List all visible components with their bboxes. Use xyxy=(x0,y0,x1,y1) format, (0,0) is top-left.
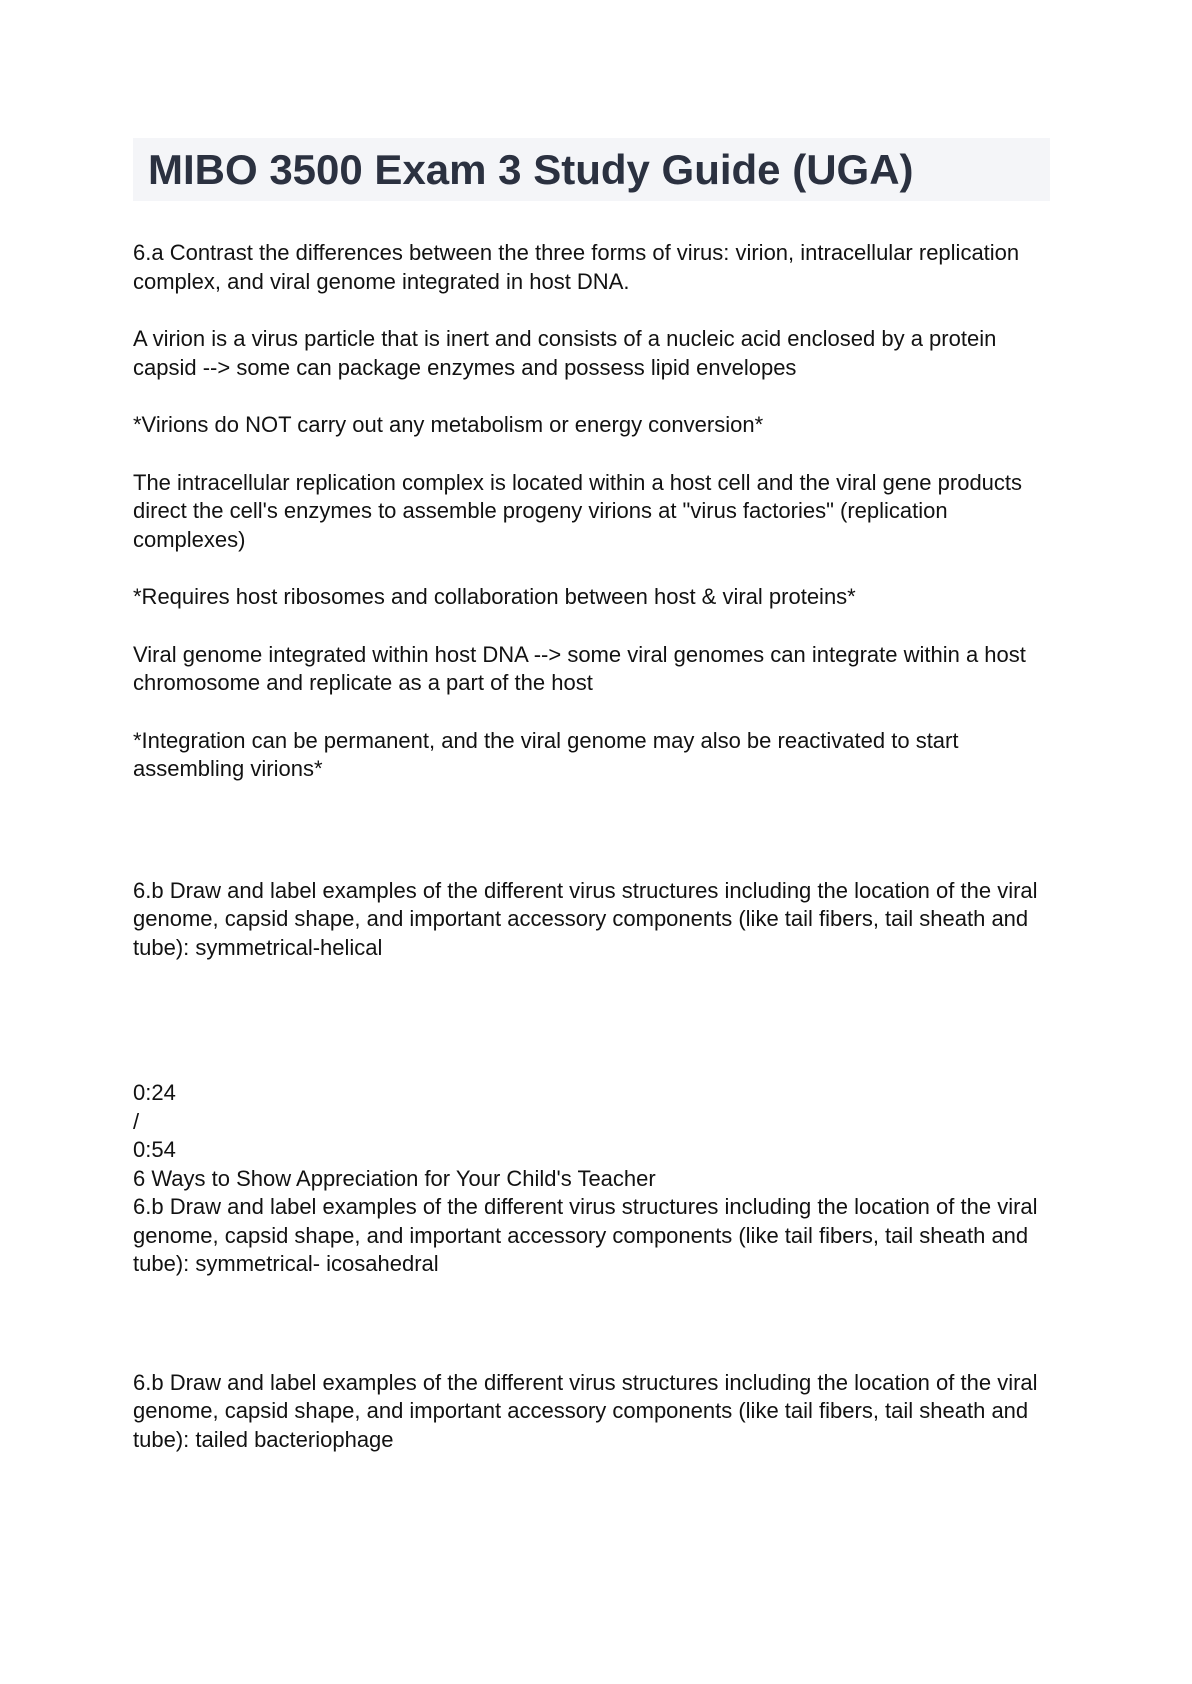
video-title: 6 Ways to Show Appreciation for Your Child's Teacher xyxy=(133,1165,656,1191)
paragraph-integration-note: *Integration can be permanent, and the viral genome may also be reactivated to start assembling virions* xyxy=(133,727,959,781)
paragraph-virion-note: *Virions do NOT carry out any metabolism or energy conversion* xyxy=(133,412,764,437)
page-title: MIBO 3500 Exam 3 Study Guide (UGA) xyxy=(133,138,1050,201)
video-current-time: 0:24 xyxy=(133,1080,176,1105)
video-time-separator: / xyxy=(133,1108,140,1134)
paragraph-integrated-genome: Viral genome integrated within host DNA --> some viral genomes can integrate within a host chromosome and replicate as a part of the host xyxy=(133,641,1026,695)
video-meta-block xyxy=(133,1079,1050,1193)
paragraph-question-6a: 6.a Contrast the differences between the three forms of virus: virion, intracellular replication complex, and viral genome integrated in host DNA. xyxy=(133,240,1020,294)
paragraph-question-6b-icosahedral: 6.b Draw and label examples of the different virus structures including the location of the viral genome, capsid shape, and important accessory components (like tail fibers, tail sheath and tube): symmetrical- icosahedral xyxy=(133,1194,1038,1276)
paragraph-ribosomes-note: *Requires host ribosomes and collaboration between host & viral proteins* xyxy=(133,584,856,609)
paragraph-question-6b-bacteriophage: 6.b Draw and label examples of the different virus structures including the location of the viral genome, capsid shape, and important accessory components (like tail fibers, tail sheath and tube): tailed bacteriophage xyxy=(133,1369,1038,1452)
document-content xyxy=(133,0,1050,1454)
paragraph-replication-complex: The intracellular replication complex is located within a host cell and the viral gene products direct the cell's enzymes to assemble progeny virions at "virus factories" (replication complexes) xyxy=(133,469,1023,552)
paragraph-virion-definition: A virion is a virus particle that is inert and consists of a nucleic acid enclosed by a protein capsid --> some can package enzymes and possess lipid envelopes xyxy=(133,326,997,380)
paragraph-question-6b-helical: 6.b Draw and label examples of the different virus structures including the location of the viral genome, capsid shape, and important accessory components (like tail fibers, tail sheath and tube): symmetrical-helical xyxy=(133,877,1038,960)
video-duration: 0:54 xyxy=(133,1137,176,1162)
